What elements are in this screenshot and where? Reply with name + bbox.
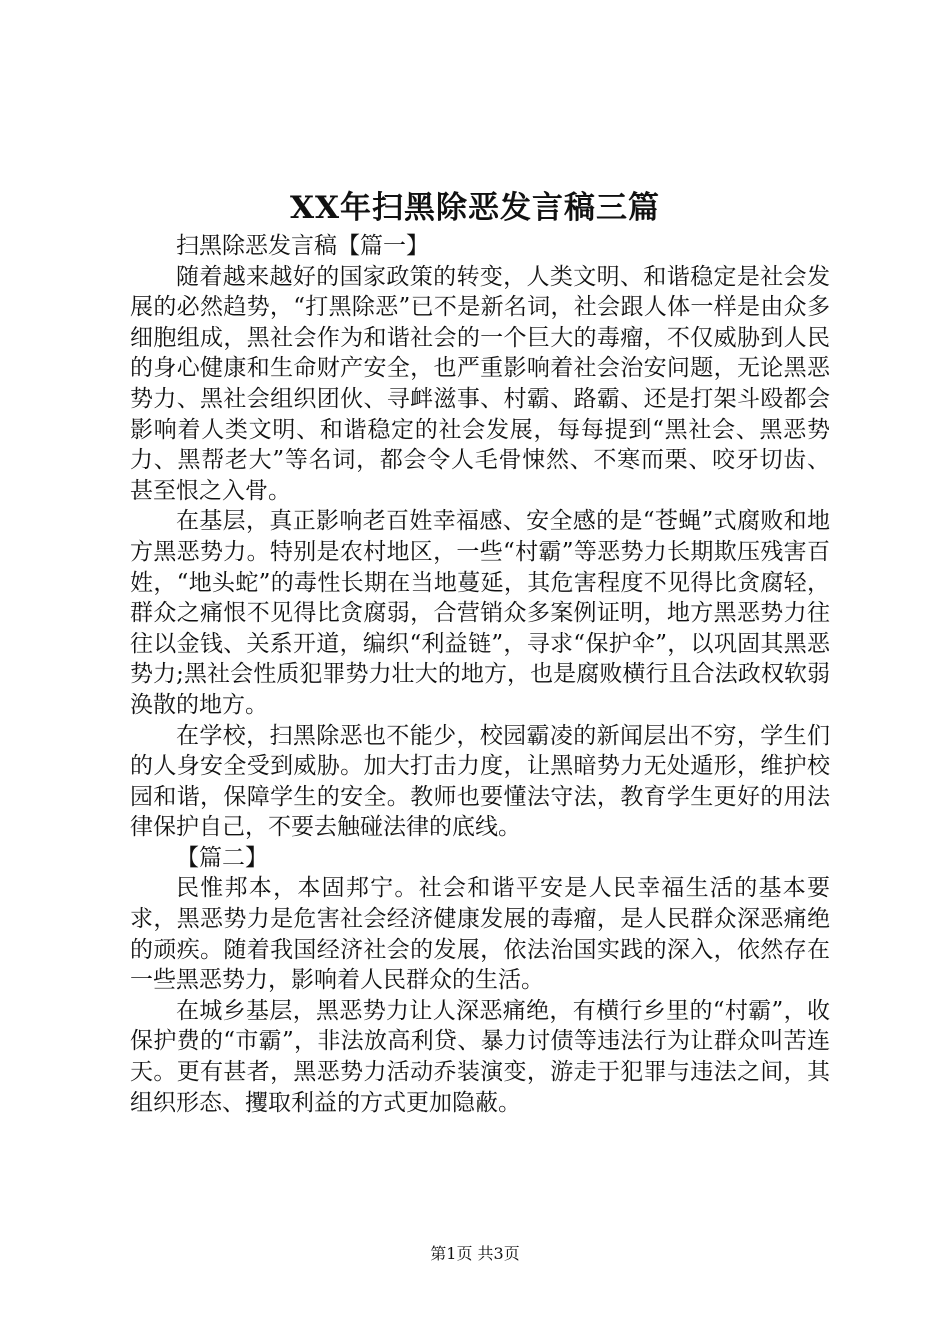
paragraph: 在基层，真正影响老百姓幸福感、安全感的是“苍蝇”式腐败和地方黑恶势力。特别是农村地区，一些“村霸”等恶势力长期欺压残害百姓，“地头蛇”的毒性长期在当地蔓延，其危害程度不见得比贪腐轻，群众之痛恨不见得比贪腐弱，合营销众多案例证明，地方黑恶势力往往以金钱、关系开道，编织“利益链”，寻求“保护伞”，以巩固其黑恶势力;黑社会性质犯罪势力壮大的地方，也是腐败横行且合法政权软弱涣散的地方。 [130, 508, 830, 718]
section-heading-2: 【篇二】 [176, 844, 268, 871]
section-heading-1: 扫黑除恶发言稿【篇一】 [176, 233, 429, 259]
document-title: XX年扫黑除恶发言稿三篇 [289, 190, 661, 226]
paragraph: 随着越来越好的国家政策的转变，人类文明、和谐稳定是社会发展的必然趋势，“打黑除恶”已不是新名词，社会跟人体一样是由众多细胞组成，黑社会作为和谐社会的一个巨大的毒瘤，不仅威胁到人民的身心健康和生命财产安全，也严重影响着社会治安问题，无论黑恶势力、黑社会组织团伙、寻衅滋事、村霸、路霸、还是打架斗殴都会影响着人类文明、和谐稳定的社会发展，每每提到“黑社会、黑恶势力、黑帮老大”等名词，都会令人毛骨悚然、不寒而栗、咬牙切齿、甚至恨之入骨。 [130, 263, 830, 504]
paragraph: 民惟邦本，本固邦宁。社会和谐平安是人民幸福生活的基本要求，黑恶势力是危害社会经济健康发展的毒瘤，是人民群众深恶痛绝的顽疾。随着我国经济社会的发展，依法治国实践的深入，依然存在一些黑恶势力，影响着人民群众的生活。 [130, 875, 830, 994]
document-body [130, 231, 830, 1118]
page-footer: 第1页 共3页 [430, 1244, 520, 1263]
paragraph: 在学校，扫黑除恶也不能少，校园霸凌的新闻层出不穷，学生们的人身安全受到威胁。加大打击力度，让黑暗势力无处遁形，维护校园和谐，保障学生的安全。教师也要懂法守法，教育学生更好的用法律保护自己，不要去触碰法律的底线。 [130, 722, 830, 841]
paragraph: 在城乡基层，黑恶势力让人深恶痛绝，有横行乡里的“村霸”，收保护费的“市霸”，非法放高利贷、暴力讨债等违法行为让群众叫苦连天。更有甚者，黑恶势力活动乔装演变，游走于犯罪与违法之间，其组织形态、攫取利益的方式更加隐蔽。 [130, 997, 830, 1116]
